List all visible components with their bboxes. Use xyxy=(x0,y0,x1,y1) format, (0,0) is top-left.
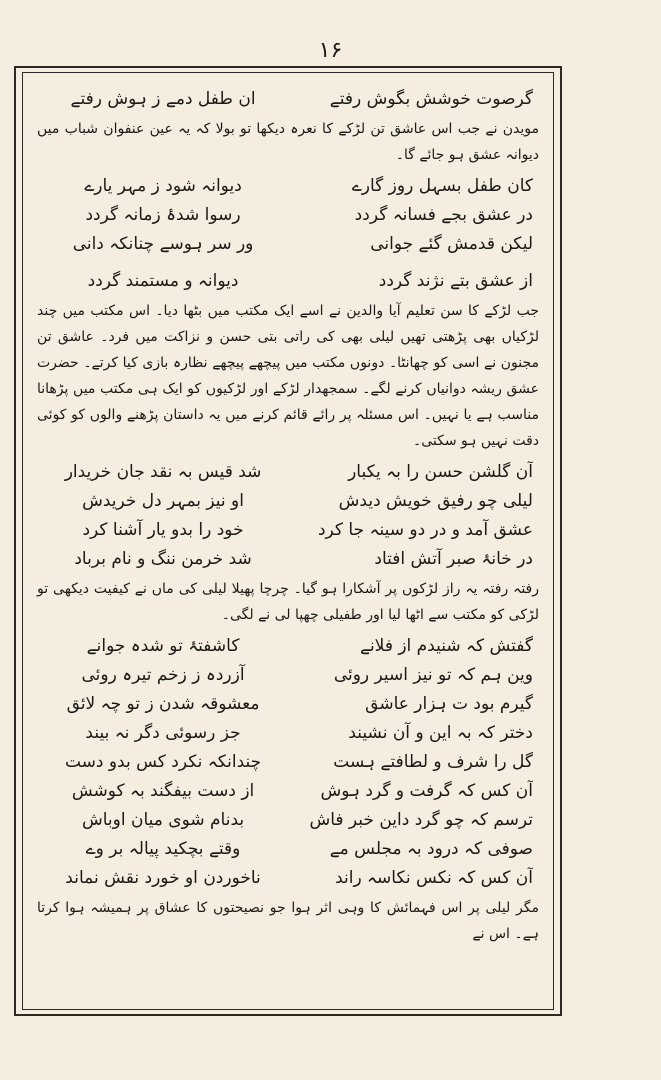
verse-couplet xyxy=(37,864,539,893)
verse-couplet xyxy=(37,835,539,864)
verse-first-hemistich: دختر کہ بہ این و آن نشیند xyxy=(348,723,533,743)
verse-second-hemistich: ناخوردن او خورد نقش نماند xyxy=(65,868,261,888)
verse-couplet xyxy=(37,545,539,574)
verse-couplet xyxy=(37,458,539,487)
verse-couplet xyxy=(37,201,539,230)
stanza-gap xyxy=(37,259,539,267)
verse-second-hemistich: شد قیس بہ نقد جان خریدار xyxy=(64,462,262,482)
verse-first-hemistich: در عشق بجے فسانہ گردد xyxy=(354,205,533,225)
verse-couplet xyxy=(37,85,539,114)
verse-second-hemistich: او نیز بمہر دل خریدش xyxy=(82,491,244,511)
prose-paragraph: مگر لیلی پر اس فہمائش کا وہی اثر ہوا جو نصیحتوں کا عشاق پر ہمیشہ ہوا کرتا ہے۔ اس نے xyxy=(37,900,539,942)
verse-second-hemistich: آزردہ ز زخم تیرہ روئی xyxy=(81,665,245,685)
verse-first-hemistich: در خانۂ صبر آتش افتاد xyxy=(374,549,533,569)
verse-couplet xyxy=(37,777,539,806)
verse-first-hemistich: لیکن قدمش گئے جوانی xyxy=(370,234,533,254)
verse-first-hemistich: گرصوت خوشش بگوش رفتے xyxy=(329,89,533,109)
verse-second-hemistich: جز رسوئی دگر نہ بیند xyxy=(85,723,241,743)
verse-first-hemistich: از عشق بتے نژند گردد xyxy=(378,271,533,291)
verse-couplet xyxy=(37,806,539,835)
verse-first-hemistich: وین ہم کہ تو نیز اسیر روئی xyxy=(333,665,533,685)
verse-first-hemistich: آن کس کہ گرفت و گرد ہوش xyxy=(320,781,533,801)
verse-couplet xyxy=(37,632,539,661)
verse-first-hemistich: عشق آمد و در دو سینہ جا کرد xyxy=(317,520,533,540)
prose-paragraph: رفتہ رفتہ یہ راز لڑکوں پر آشکارا ہو گیا۔ چرچا پھیلا لیلی کی ماں نے کیفیت دیکھی تو لڑکی کو مکتب سے اٹھا لیا اور طفیلی چھپا لی نے لگی۔ xyxy=(37,581,539,623)
page-number: ۱۶ xyxy=(318,38,343,63)
verse-first-hemistich: آن کس کہ نکس نکاسہ راند xyxy=(335,868,533,888)
verse-couplet xyxy=(37,267,539,296)
verse-first-hemistich: ترسم کہ چو گرد داین خبر فاش xyxy=(309,810,533,830)
verse-couplet xyxy=(37,172,539,201)
verse-first-hemistich: گفتش کہ شنیدم از فلانے xyxy=(359,636,533,656)
verse-second-hemistich: شد خرمن ننگ و نام برباد xyxy=(74,549,252,569)
verse-couplet xyxy=(37,230,539,259)
verse-second-hemistich: وقتے بچکید پیالہ بر وے xyxy=(85,839,241,859)
verse-first-hemistich: صوفی کہ درود بہ مجلس مے xyxy=(329,839,533,859)
verse-first-hemistich: آن گلشن حسن را بہ یکبار xyxy=(348,462,533,482)
verse-first-hemistich: گل را شرف و لطافتے ہست xyxy=(333,752,533,772)
verse-couplet xyxy=(37,661,539,690)
verse-second-hemistich: معشوقہ شدن ز تو چہ لائق xyxy=(66,694,260,714)
verse-couplet xyxy=(37,487,539,516)
verse-second-hemistich: ور سر ہوسے چنانکہ دانی xyxy=(72,234,254,254)
page-content xyxy=(37,85,539,947)
verse-second-hemistich: کاشفتۂ تو شدہ جوانے xyxy=(86,636,240,656)
verse-couplet xyxy=(37,690,539,719)
verse-second-hemistich: دیوانہ شود ز مہر یارے xyxy=(84,176,242,196)
prose-paragraph: جب لڑکے کا سن تعلیم آیا والدین نے اسے ایک مکتب میں بٹھا دیا۔ اس مکتب میں چند لڑکیاں بھی پڑھتی تھیں لیلی بھی کی راتی بتی حسن و نزاکت میں فرد۔ عاشق تن مجنون نے اسی کو چھانٹا۔ دونوں مکتب میں پیچھے پیچھے نظارہ بازی کیا کرتے۔ حضرت عشق ریشہ دوانیاں کرنے لگے۔ سمجھدار لڑکے اور لڑکیوں کو ایک ہی مکتب میں پڑھانا مناسب ہے یا نہیں۔ اس مسئلہ پر رائے قائم کرنے میں یہ داستان پڑھنے والوں کو کوئی دقت نہیں ہو سکتی۔ xyxy=(37,303,539,449)
verse-second-hemistich: دیوانہ و مستمند گردد xyxy=(87,271,239,291)
verse-first-hemistich: کان طفل بسہل روز گارے xyxy=(351,176,533,196)
verse-second-hemistich: خود را بدو یار آشنا کرد xyxy=(82,520,244,540)
verse-couplet xyxy=(37,748,539,777)
verse-second-hemistich: از دست بیفگند بہ کوشش xyxy=(71,781,255,801)
verse-second-hemistich: چندانکہ نکرد کس بدو دست xyxy=(64,752,262,772)
verse-second-hemistich: رسوا شدۂ زمانہ گردد xyxy=(85,205,241,225)
prose-paragraph: مویدن نے جب اس عاشق تن لڑکے کا نعرہ دیکھا تو بولا کہ یہ عین عنفوان شباب میں دیوانہ عشق ہو جائے گا۔ xyxy=(37,121,539,163)
verse-second-hemistich: ان طفل دمے ز ہوش رفتے xyxy=(70,89,256,109)
verse-first-hemistich: گیرم بود ت ہزار عاشق xyxy=(365,694,533,714)
text-frame xyxy=(22,72,554,1010)
verse-couplet xyxy=(37,516,539,545)
verse-first-hemistich: لیلی چو رفیق خویش دیدش xyxy=(338,491,533,511)
verse-couplet xyxy=(37,719,539,748)
verse-second-hemistich: بدنام شوی میان اوباش xyxy=(81,810,245,830)
